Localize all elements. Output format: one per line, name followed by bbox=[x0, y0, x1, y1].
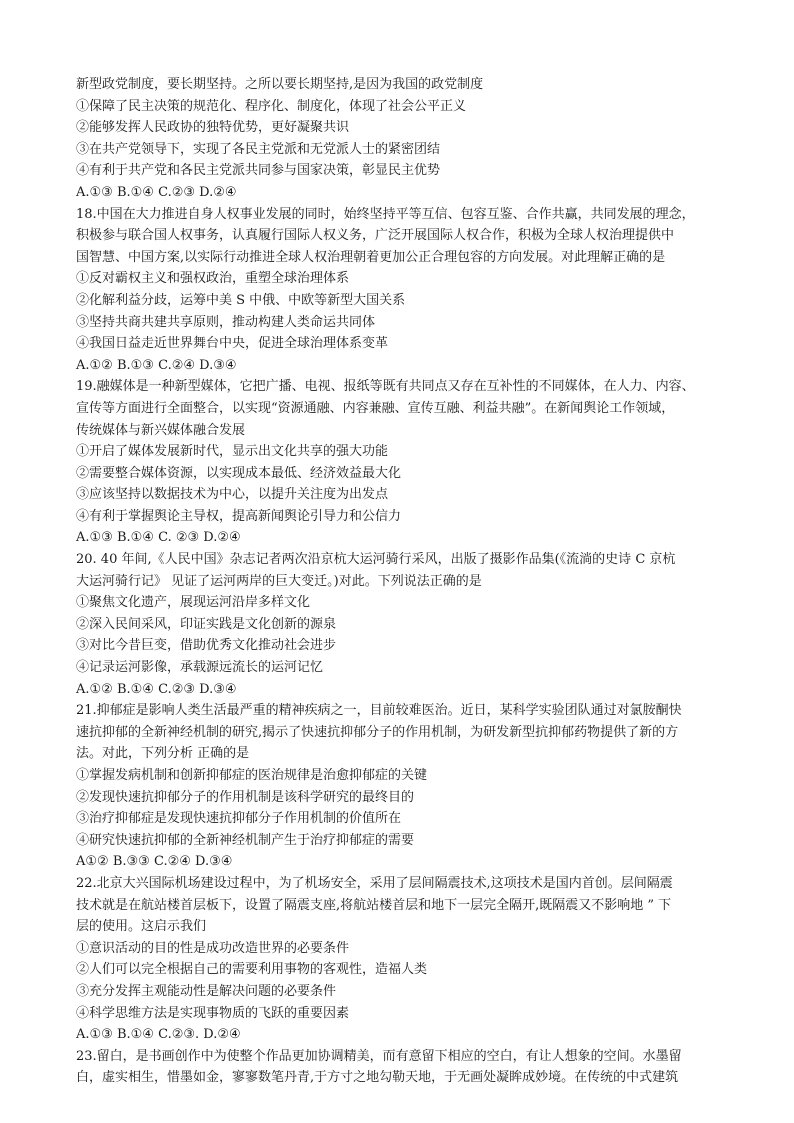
answer-choices: A.①③ B.①④ C.②③ D.②④ bbox=[76, 184, 237, 200]
question-stem-line: 层的使用。这启示我们 bbox=[76, 919, 207, 935]
option-4: ④我国日益走近世界舞台中央，促进全球治理体系变革 bbox=[76, 336, 389, 352]
question-stem-line: 积极参与联合国人权事务，认真履行国际人权义务，广泛开展国际人权合作，积极为全球人权治理提供中 bbox=[76, 228, 675, 244]
question-stem-line: 18.中国在大力推进自身人权事业发展的同时，始终坚持平等互信、包容互鉴、合作共赢，共同发展的理念， bbox=[76, 206, 695, 222]
option-4: ④记录运河影像，承载源远流长的运河记忆 bbox=[76, 660, 324, 676]
option-1: ①聚焦文化遗产，展现运河沿岸多样文化 bbox=[76, 595, 311, 611]
option-4: ④科学思维方法是实现事物质的飞跃的重要因素 bbox=[76, 1005, 350, 1021]
option-3: ③在共产党领导下，实现了各民主党派和无党派人士的紧密团结 bbox=[76, 141, 441, 157]
question-stem-line: 宣传等方面进行全面整合，以实现“资源通融、内容兼融、宣传互融、利益共融”。在新闻舆论工作领域， bbox=[76, 400, 675, 416]
option-4: ④有利于共产党和各民主党派共同参与国家决策，彰显民主优势 bbox=[76, 163, 441, 179]
answer-choices: A.①③ B.①④ C. ②③ D.②④ bbox=[76, 530, 241, 546]
question-22 bbox=[76, 873, 732, 1046]
question-stem-line: 20. 40 年间,《人民中国》杂志记者两次沿京杭大运河骑行采风，出版了摄影作品集(《流淌的史诗 C 京杭 bbox=[76, 552, 676, 568]
question-23 bbox=[76, 1046, 732, 1089]
option-4: ④研究快速抗抑郁的全新神经机制产生于治疗抑郁症的需要 bbox=[76, 832, 415, 848]
answer-choices: A.①② B.①③ C.②④ D.③④ bbox=[76, 357, 237, 373]
question-stem-line: 技术就是在航站楼首层板下，设置了隔震支座,将航站楼首层和地下一层完全隔开,既隔震又不影响地 ” 下 bbox=[76, 897, 672, 913]
option-3: ③应该坚持以数据技术为中心，以提升关注度为出发点 bbox=[76, 487, 389, 503]
answer-choices: A①② B.③③ C.②④ D.③④ bbox=[76, 854, 233, 870]
question-stem-line: 法。对此，下列分析 正确的是 bbox=[76, 746, 250, 762]
question-stem-line: 大运河骑行记》 见证了运河两岸的巨大变迁。)对此。下列说法正确的是 bbox=[76, 573, 482, 589]
option-1: ①开启了媒体发展新时代，显示出文化共享的强大功能 bbox=[76, 444, 389, 460]
question-21 bbox=[76, 700, 732, 873]
question-19 bbox=[76, 376, 732, 549]
question-17 bbox=[76, 74, 732, 204]
option-1: ①反对霸权主义和强权政治，重塑全球治理体系 bbox=[76, 271, 350, 287]
option-2: ②人们可以完全根据自己的需要利用事物的客观性，造福人类 bbox=[76, 962, 428, 978]
option-3: ③充分发挥主观能动性是解决问题的必要条件 bbox=[76, 983, 337, 999]
option-4: ④有利于掌握舆论主导权，提高新闻舆论引导力和公信力 bbox=[76, 508, 402, 524]
option-2: ②需要整合媒体资源，以实现成本最低、经济效益最大化 bbox=[76, 465, 402, 481]
option-1: ①意识活动的目的性是成功改造世界的必要条件 bbox=[76, 940, 350, 956]
answer-choices: A.①③ B.①④ C.②③. D.②④ bbox=[76, 1027, 241, 1043]
option-1: ①掌握发病机制和创新抑郁症的医治规律是治愈抑郁症的关键 bbox=[76, 768, 428, 783]
question-stem-line: 新型政党制度，要长期坚持。之所以要长期坚持,是因为我国的政党制度 bbox=[76, 77, 484, 92]
option-2: ②发现快速抗抑郁分子的作用机制是该科学研究的最终目的 bbox=[76, 789, 415, 805]
question-stem-line: 白，虚实相生，惜墨如金，寥寥数笔丹青,于方寸之地勾勒天地，于无画处凝眸成妙境。在传统的中式建筑 bbox=[76, 1070, 679, 1086]
option-2: ②深入民间采风，印证实践是文化创新的源泉 bbox=[76, 616, 337, 632]
question-stem-line: 19.融媒体是一种新型媒体，它把广播、电视、报纸等既有共同点又存在互补性的不同媒体，在人力、内容、 bbox=[76, 379, 695, 395]
option-1: ①保障了民主决策的规范化、程序化、制度化，体现了社会公平正义 bbox=[76, 98, 467, 114]
question-18 bbox=[76, 204, 732, 377]
question-stem-line: 21.抑郁症是影响人类生活最严重的精神疾病之一，目前较难医治。近日，某科学实验团队通过对氯胺酮快 bbox=[76, 703, 682, 719]
option-2: ②能够发挥人民政协的独特优势，更好凝聚共识 bbox=[76, 120, 350, 136]
question-20 bbox=[76, 549, 732, 700]
option-3: ③对比今昔巨变，借助优秀文化推动社会进步 bbox=[76, 638, 337, 654]
question-stem-line: 速抗抑郁的全新神经机制的研究,揭示了快速抗抑郁分子的作用机制，为研发新型抗抑郁药物提供了新的方 bbox=[76, 724, 679, 740]
question-stem-line: 传统媒体与新兴媒体融合发展 bbox=[76, 422, 246, 438]
question-stem-line: 22.北京大兴国际机场建设过程中，为了机场安全，采用了层间隔震技术,这项技术是国内首创。层间隔震 bbox=[76, 875, 673, 891]
question-stem-line: 国智慧、中国方案,以实际行动推进全球人权治理朝着更加公正合理包容的方向发展。对此理解正确的是 bbox=[76, 249, 666, 265]
answer-choices: A.①② B.①④ C.②③ D.③④ bbox=[76, 681, 237, 697]
question-stem-line: 23.留白，是书画创作中为使整个作品更加协调精美，而有意留下相应的空白，有让人想象的空间。水墨留 bbox=[76, 1048, 682, 1064]
option-3: ③治疗抑郁症是发现快速抗抑郁分子作用机制的价值所在 bbox=[76, 811, 402, 827]
option-2: ②化解利益分歧，运筹中美 S 中俄、中欧等新型大国关系 bbox=[76, 292, 406, 308]
option-3: ③坚持共商共建共享原则，推动构建人类命运共同体 bbox=[76, 314, 376, 330]
